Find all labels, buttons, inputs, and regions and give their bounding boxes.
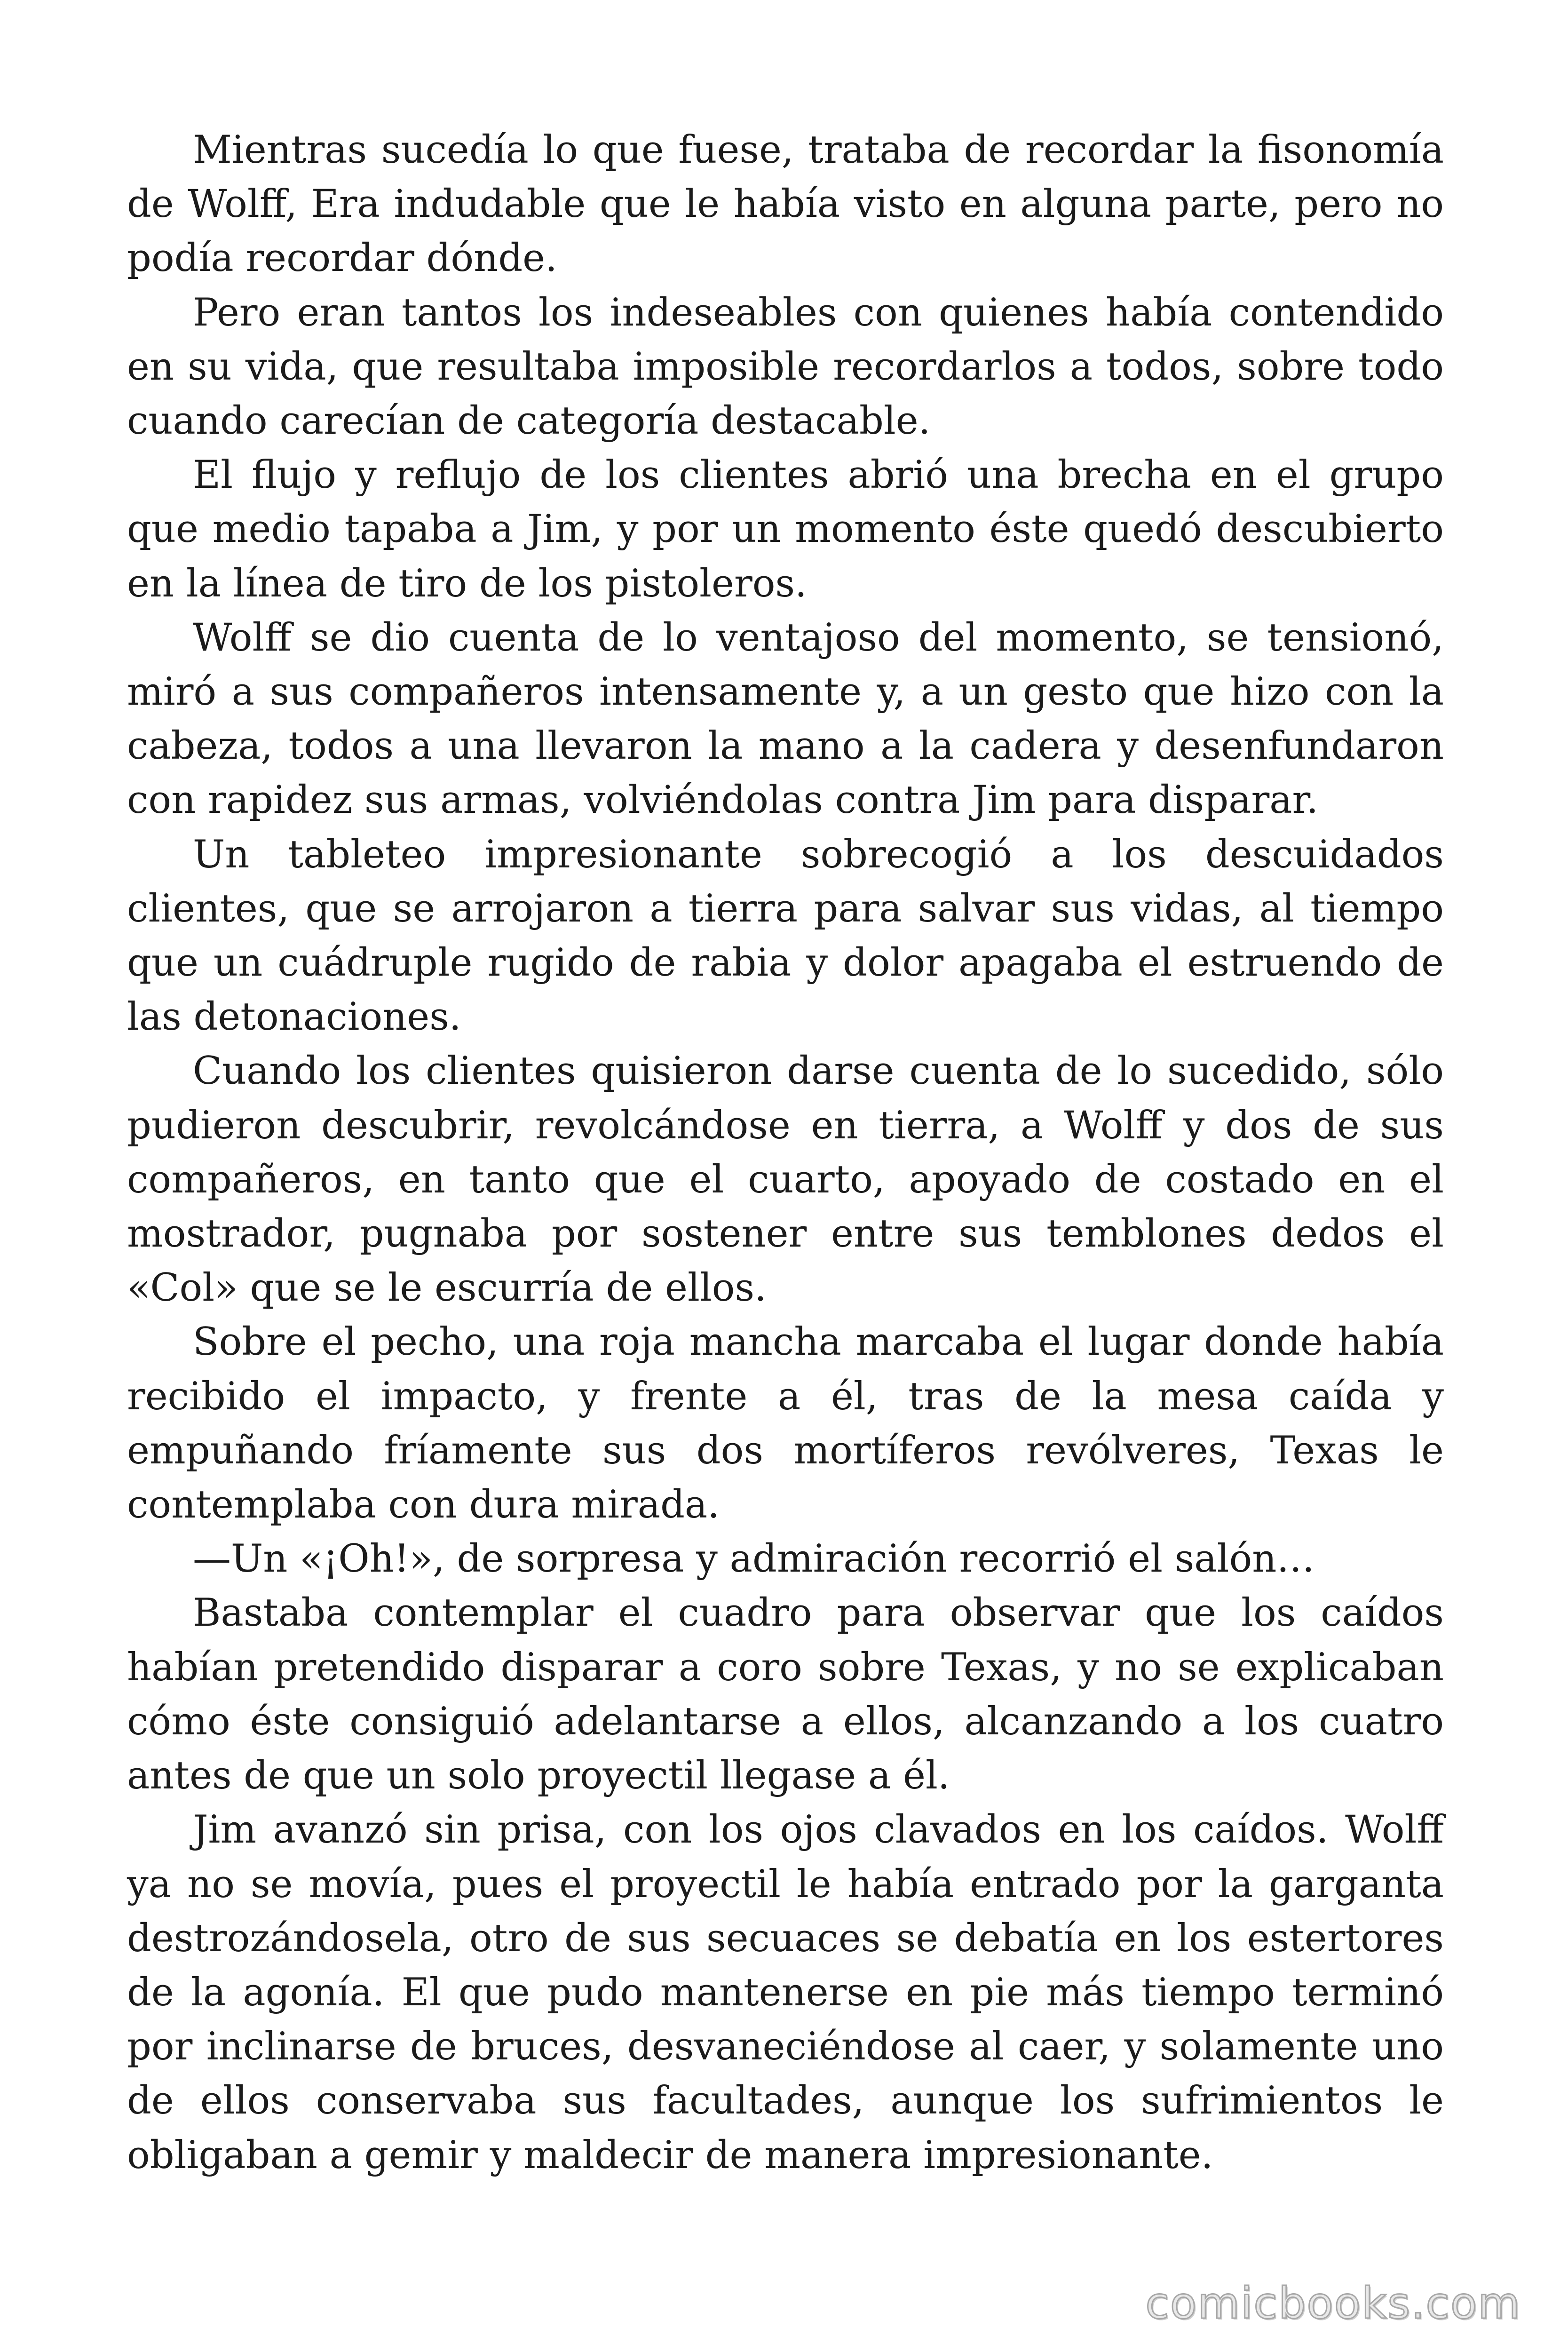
page-body (127, 123, 1444, 2183)
watermark: comicbooks.com (1145, 2278, 1521, 2328)
paragraph: Sobre el pecho, una roja mancha marcaba el lugar donde había recibido el impacto, y frente a él, tras de la mesa caída y empuñando fríamente sus dos mortíferos revólveres, Texas le contemplaba con dura mirada. (127, 1320, 1444, 1527)
paragraph: Wolff se dio cuenta de lo ventajoso del momento, se tensionó, miró a sus compañeros intensamente y, a un gesto que hizo con la cabeza, todos a una llevaron la mano a la cadera y desenfundaron con rapidez sus armas, volviéndolas contra Jim para disparar. (127, 615, 1444, 823)
paragraph: Mientras sucedía lo que fuese, trataba de recordar la fisonomía de Wolff, Era indudable que le había visto en alguna parte, pero no podía recordar dónde. (127, 128, 1444, 281)
paragraph: El flujo y reflujo de los clientes abrió una brecha en el grupo que medio tapaba a Jim, y por un momento éste quedó descubierto en la línea de tiro de los pistoleros. (127, 453, 1444, 606)
paragraph: —Un «¡Oh!», de sorpresa y admiración recorrió el salón… (193, 1537, 1315, 1581)
paragraph: Pero eran tantos los indeseables con quienes había contendido en su vida, que resultaba imposible recordarlos a todos, sobre todo cuando carecían de categoría destacable. (127, 290, 1444, 444)
paragraph: Un tableteo impresionante sobrecogió a los descuidados clientes, que se arrojaron a tierra para salvar sus vidas, al tiempo que un cuádruple rugido de rabia y dolor apagaba el estruendo de las detonaciones. (127, 832, 1444, 1040)
paragraph: Bastaba contemplar el cuadro para observar que los caídos habían pretendido disparar a coro sobre Texas, y no se explicaban cómo éste consiguió adelantarse a ellos, alcanzando a los cuatro antes de que un solo proyectil llegase a él. (127, 1591, 1444, 1798)
paragraph: Cuando los clientes quisieron darse cuenta de lo sucedido, sólo pudieron descubrir, revolcándose en tierra, a Wolff y dos de sus compañeros, en tanto que el cuarto, apoyado de costado en el mostrador, pugnaba por sostener entre sus temblones dedos el «Col» que se le escurría de ellos. (127, 1049, 1444, 1311)
paragraph: Jim avanzó sin prisa, con los ojos clavados en los caídos. Wolff ya no se movía, pues el proyectil le había entrado por la garganta destrozándosela, otro de sus secuaces se debatía en los estertores de la agonía. El que pudo mantenerse en pie más tiempo terminó por inclinarse de bruces, desvaneciéndose al caer, y solamente uno de ellos conservaba sus facultades, aunque los sufrimientos le obligaban a gemir y maldecir de manera impresionante. (127, 1808, 1444, 2177)
